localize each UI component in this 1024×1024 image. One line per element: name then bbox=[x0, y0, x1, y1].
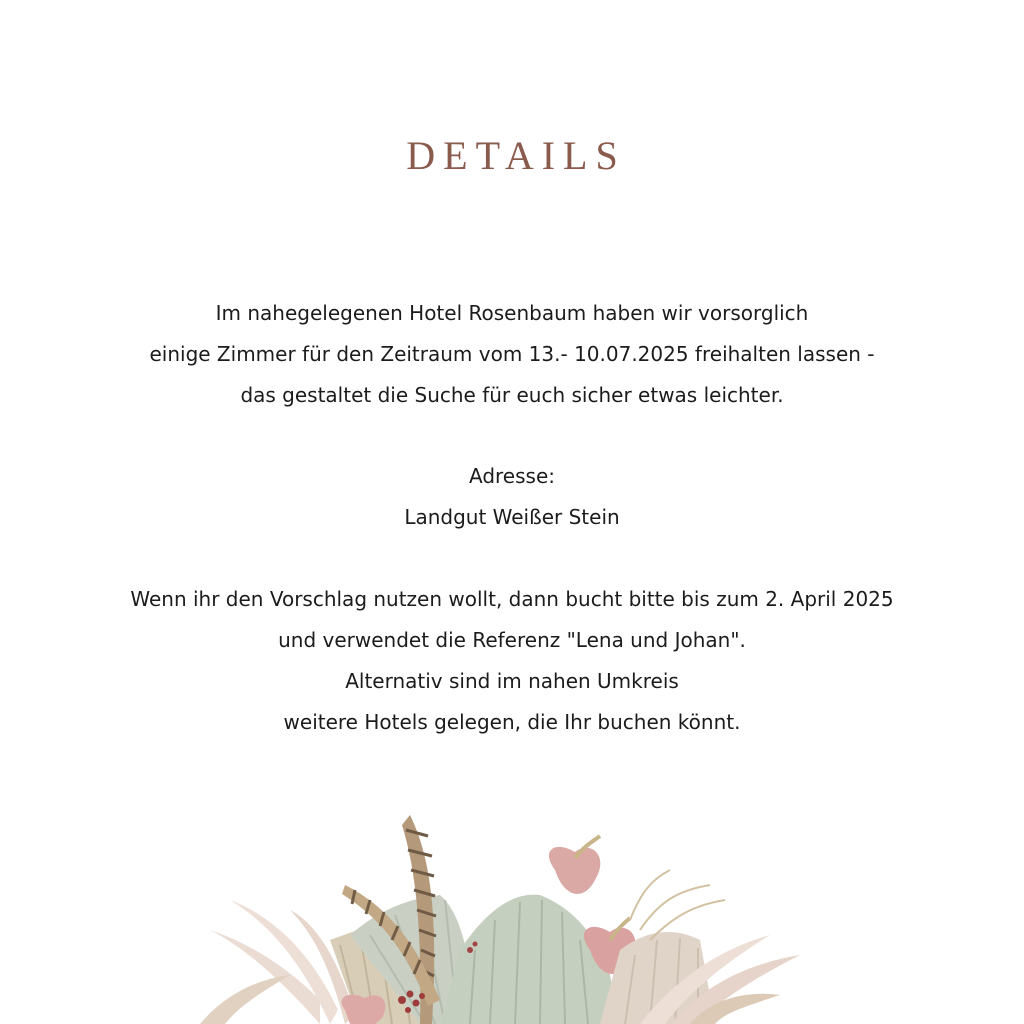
dried-floral-arrangement bbox=[170, 800, 850, 1024]
anthurium-flower bbox=[549, 836, 600, 894]
page-title: DETAILS bbox=[406, 133, 626, 178]
paragraph-line: einige Zimmer für den Zeitraum vom 13.- 10.07.2025 freihalten lassen - bbox=[149, 342, 875, 366]
address-label: Adresse: bbox=[469, 464, 555, 488]
palm-fan-green-center bbox=[440, 895, 620, 1024]
paragraph-line: Wenn ihr den Vorschlag nutzen wollt, dann bucht bitte bis zum 2. April 2025 bbox=[130, 587, 894, 611]
paragraph-line: Alternativ sind im nahen Umkreis bbox=[345, 669, 679, 693]
dried-grass-right bbox=[630, 870, 725, 940]
address-block bbox=[0, 456, 1024, 538]
paragraph-line: weitere Hotels gelegen, die Ihr buchen könnt. bbox=[283, 710, 741, 734]
paragraph-line: das gestaltet die Suche für euch sicher etwas leichter. bbox=[240, 383, 784, 407]
address-value: Landgut Weißer Stein bbox=[404, 505, 620, 529]
paragraph-line: Im nahegelegenen Hotel Rosenbaum haben wir vorsorglich bbox=[215, 301, 809, 325]
paragraph-line: und verwendet die Referenz "Lena und Johan". bbox=[278, 628, 746, 652]
pampas-grass-left bbox=[200, 900, 355, 1024]
booking-info-paragraph bbox=[0, 579, 1024, 743]
hotel-info-paragraph bbox=[0, 293, 1024, 416]
